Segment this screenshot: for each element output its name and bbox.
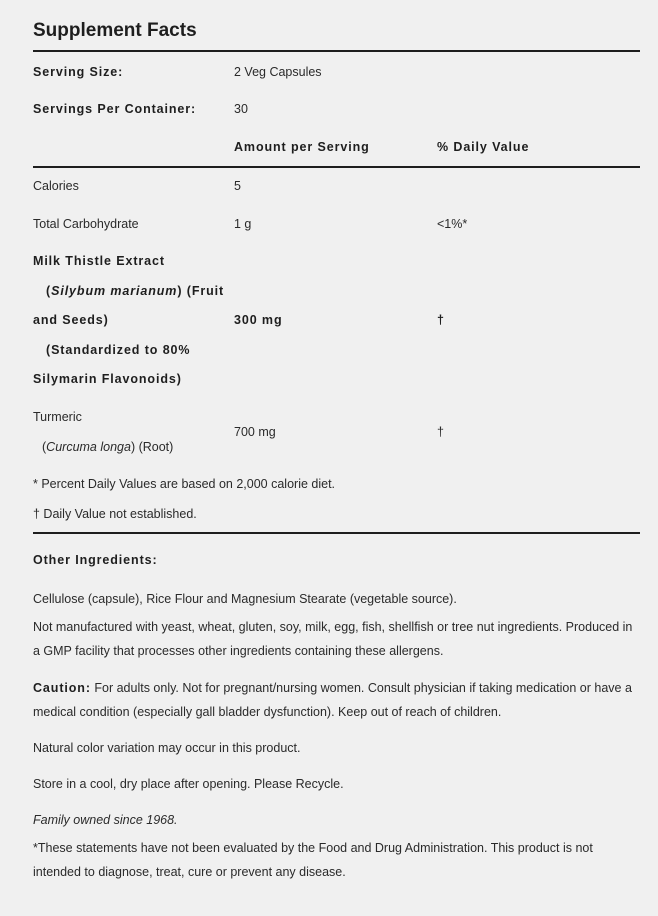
other-ingredients-heading: Other Ingredients: — [33, 553, 158, 567]
carbohydrate-daily-value: <1%* — [437, 217, 468, 231]
milk-thistle-line2: (Silybum marianum) (Fruit — [46, 284, 225, 298]
caution-label: Caution: — [33, 681, 91, 695]
panel-title: Supplement Facts — [33, 20, 197, 41]
turmeric-line1: Turmeric — [33, 410, 82, 424]
fda-disclaimer: *These statements have not been evaluated by the Food and Drug Administration. This product is not intended to diagnose, treat, cure or prevent any disease. — [33, 841, 593, 879]
milk-thistle-line5: Silymarin Flavonoids) — [33, 372, 182, 386]
allergen-statement: Not manufactured with yeast, wheat, gluten, soy, milk, egg, fish, shellfish or tree nut ingredients. Produced in a GMP facility that processes other ingredients containing these allergens. — [33, 620, 633, 658]
milk-thistle-line3: and Seeds) — [33, 313, 109, 327]
caution-statement: Caution: For adults only. Not for pregnant/nursing women. Consult physician if taking medication or have a medical condition (especially gall bladder dysfunction). Keep out of reach of children. — [33, 681, 632, 719]
turmeric-daily-value: † — [437, 425, 444, 439]
milk-thistle-line4: (Standardized to 80% — [46, 343, 191, 357]
servings-per-container-label: Servings Per Container: — [33, 102, 197, 116]
calories-amount: 5 — [234, 179, 241, 193]
title-divider — [33, 50, 640, 52]
family-owned-note: Family owned since 1968. — [33, 813, 178, 827]
carbohydrate-amount: 1 g — [234, 217, 252, 231]
amount-header: Amount per Serving — [234, 140, 370, 154]
serving-size-label: Serving Size: — [33, 65, 124, 79]
turmeric-line2: (Curcuma longa) (Root) — [42, 440, 174, 454]
ingredients-text: Cellulose (capsule), Rice Flour and Magnesium Stearate (vegetable source). — [33, 592, 457, 606]
milk-thistle-daily-value: † — [437, 313, 445, 327]
servings-per-container-value: 30 — [234, 102, 248, 116]
color-variation-note: Natural color variation may occur in this product. — [33, 741, 301, 755]
turmeric-amount: 700 mg — [234, 425, 276, 439]
latin-name-silybum: Silybum marianum — [51, 284, 178, 298]
milk-thistle-line1: Milk Thistle Extract — [33, 254, 165, 268]
serving-size-value: 2 Veg Capsules — [234, 65, 322, 79]
percent-footnote: * Percent Daily Values are based on 2,000 calorie diet. — [33, 477, 336, 491]
milk-thistle-amount: 300 mg — [234, 313, 283, 327]
carbohydrate-name: Total Carbohydrate — [33, 217, 139, 231]
header-divider — [33, 166, 640, 168]
footnote-divider — [33, 532, 640, 534]
latin-name-curcuma: Curcuma longa — [46, 440, 131, 454]
dagger-footnote: † Daily Value not established. — [33, 507, 197, 521]
storage-note: Store in a cool, dry place after opening. Please Recycle. — [33, 777, 344, 791]
calories-name: Calories — [33, 179, 79, 193]
daily-value-header: % Daily Value — [437, 140, 530, 154]
